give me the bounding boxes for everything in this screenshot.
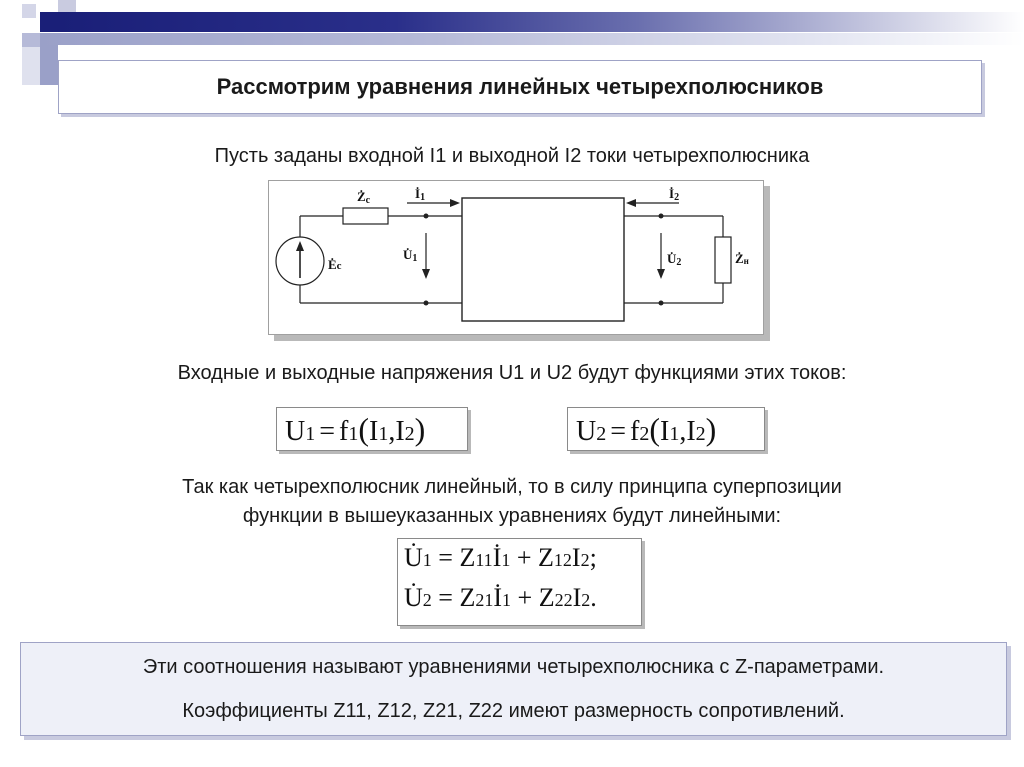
terminal-dot [659,214,664,219]
superposition-text-2: функции в вышеуказанных уравнениях будут линейными: [242,505,782,527]
u2-arrowhead [657,269,665,279]
u2-label: U̇2 [667,251,682,268]
functions-text: Входные и выходные напряжения U1 и U2 будут функциями этих токов: [177,362,847,384]
i2-label: İ2 [669,186,680,203]
equation-system [397,538,642,626]
equation-u2-formula: U2 = f2(I1,I2) [576,411,717,447]
decor-square [22,4,36,18]
two-port-box [462,198,624,321]
summary-line-1: Эти соотношения называют уравнениями четырехполюсника с Z-параметрами. [142,656,885,678]
terminal-dot [659,301,664,306]
terminal-dot [424,214,429,219]
i2-arrowhead [626,199,636,207]
summary-line-2: Коэффициенты Z11, Z12, Z21, Z22 имеют размерность сопротивлений. [182,700,845,722]
decor-square [40,12,58,32]
title-box [58,60,982,114]
i1-label: İ1 [415,186,426,203]
equation-row-1: U̇1 = Z11İ1 + Z12I2; [404,543,597,572]
header-bar [58,12,1024,32]
equation-u1-formula: U1 = f1(I1,I2) [285,411,426,447]
decor-square [22,47,40,85]
zn-label: Żн [735,251,749,266]
page-title: Рассмотрим уравнения линейных четырехполюсников [216,74,824,99]
header-bar-secondary [40,33,1024,45]
circuit-diagram [268,180,764,335]
source-arrowhead [296,241,304,251]
intro-text: Пусть заданы входной I1 и выходной I2 токи четырехполюсника [214,145,810,167]
equation-u2 [567,407,765,451]
zc-label: Żc [357,189,371,206]
equation-row-2: U̇2 = Z21İ1 + Z22I2. [404,583,597,612]
zc-resistor [343,208,388,224]
decor-square [22,33,40,47]
circuit-svg [269,181,763,334]
equation-u1 [276,407,468,451]
decor-square [40,45,58,85]
u1-arrowhead [422,269,430,279]
u1-label: U̇1 [403,247,418,264]
decor-square [0,0,18,18]
terminal-dot [424,301,429,306]
i1-arrowhead [450,199,460,207]
superposition-text-1: Так как четырехполюсник линейный, то в силу принципа суперпозиции [182,476,842,498]
summary-box [20,642,1007,736]
ec-label: Ėc [328,257,342,272]
zn-resistor [715,237,731,283]
decor-square [58,0,76,12]
